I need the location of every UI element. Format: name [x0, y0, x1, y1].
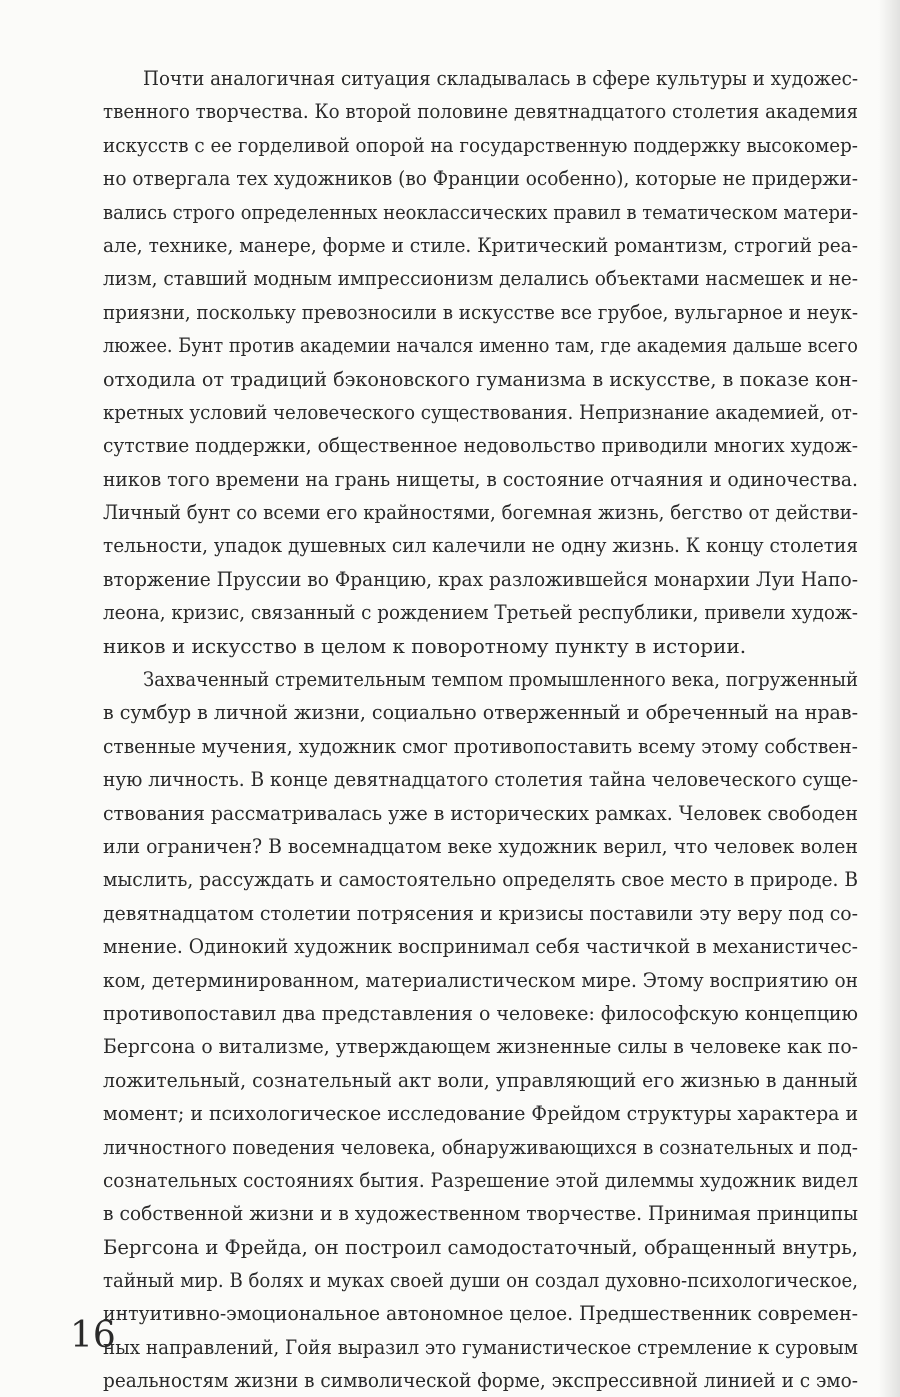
text-line: реальностям жизни в символической форме, экспрессивной линией и с эмо-	[103, 1368, 858, 1393]
text-line: ников и искусство в целом к поворотному пункту в истории.	[103, 633, 747, 658]
text-line: искусств с ее горделивой опорой на государственную поддержку высокомер-	[103, 132, 858, 157]
text-line: але, технике, манере, форме и стиле. Критический романтизм, строгий реа-	[103, 232, 858, 257]
text-line: личностного поведения человека, обнаруживающихся в сознательных и под-	[103, 1134, 858, 1159]
text-line: ных направлений, Гойя выразил это гуманистическое стремление к суровым	[103, 1334, 858, 1359]
text-line: вались строго определенных неоклассических правил в тематическом матери-	[103, 199, 859, 224]
text-line: Захваченный стремительным темпом промышленного века, погруженный	[143, 667, 859, 692]
paragraph-1	[103, 62, 858, 663]
text-line: сутствие поддержки, общественное недовольство приводили многих худож-	[103, 433, 859, 458]
text-line: ствования рассматривалась уже в исторических рамках. Человек свободен	[103, 800, 858, 825]
text-line: приязни, поскольку превозносили в искусстве все грубое, вульгарное и неук-	[103, 299, 858, 324]
text-line: мыслить, рассуждать и самостоятельно определять свое место в природе. В	[103, 867, 859, 892]
text-line: в собственной жизни и в художественном творчестве. Принимая принципы	[103, 1201, 859, 1226]
text-line: Бергсона и Фрейда, он построил самодостаточный, обращенный внутрь,	[103, 1234, 858, 1259]
text-line: но отвергала тех художников (во Франции особенно), которые не придержи-	[103, 166, 858, 191]
text-line: момент; и психологическое исследование Фрейдом структуры характера и	[103, 1101, 859, 1126]
text-line: интуитивно-эмоциональное автономное целое. Предшественник современ-	[103, 1301, 859, 1326]
text-line: отходила от традиций бэконовского гуманизма в искусстве, в показе кон-	[103, 366, 858, 391]
text-line: кретных условий человеческого существования. Непризнание академией, от-	[103, 399, 859, 424]
text-line: или ограничен? В восемнадцатом веке художник верил, что человек волен	[103, 833, 858, 858]
text-line: Бергсона о витализме, утверждающем жизненные силы в человеке как по-	[103, 1034, 858, 1059]
text-line: ную личность. В конце девятнадцатого столетия тайна человеческого суще-	[103, 767, 858, 792]
text-line: ком, детерминированном, материалистическом мире. Этому восприятию он	[103, 967, 858, 992]
text-line: мнение. Одинокий художник воспринимал себя частичкой в механистичес-	[103, 934, 858, 959]
text-line: ственные мучения, художник смог противопоставить всему этому собствен-	[103, 733, 858, 758]
text-line: в сумбур в личной жизни, социально отверженный и обреченный на нрав-	[103, 700, 859, 725]
text-line: сознательных состояниях бытия. Разрешение этой дилеммы художник видел	[103, 1167, 859, 1192]
text-line: тайный мир. В болях и муках своей души он создал духовно-психологическое,	[103, 1268, 859, 1293]
text-line: лизм, ставший модным импрессионизм делались объектами насмешек и не-	[103, 266, 859, 291]
page-number: 16	[70, 1315, 116, 1356]
page-edge-shadow	[878, 0, 900, 1397]
text-line: тельности, упадок душевных сил калечили не одну жизнь. К концу столетия	[103, 533, 858, 558]
body-text	[103, 62, 858, 1397]
text-line: ложительный, сознательный акт воли, управляющий его жизнью в данный	[103, 1067, 858, 1092]
paragraph-2	[103, 663, 858, 1397]
text-line: ников того времени на грань нищеты, в состояние отчаяния и одиночества.	[103, 466, 858, 491]
text-line: люжее. Бунт против академии начался именно там, где академия дальше всего	[103, 333, 858, 358]
text-line: противопоставил два представления о человеке: философскую концепцию	[103, 1000, 859, 1025]
text-line: твенного творчества. Ко второй половине девятнадцатого столетия академия	[103, 99, 859, 124]
text-line: вторжение Пруссии во Францию, крах разложившейся монархии Луи Напо-	[103, 566, 859, 591]
text-line: Личный бунт со всеми его крайностями, богемная жизнь, бегство от действи-	[103, 500, 859, 525]
text-line: леона, кризис, связанный с рождением Третьей республики, привели худож-	[103, 600, 858, 625]
text-line: Почти аналогичная ситуация складывалась в сфере культуры и художес-	[143, 66, 859, 90]
text-line: девятнадцатом столетии потрясения и кризисы поставили эту веру под со-	[103, 900, 858, 925]
